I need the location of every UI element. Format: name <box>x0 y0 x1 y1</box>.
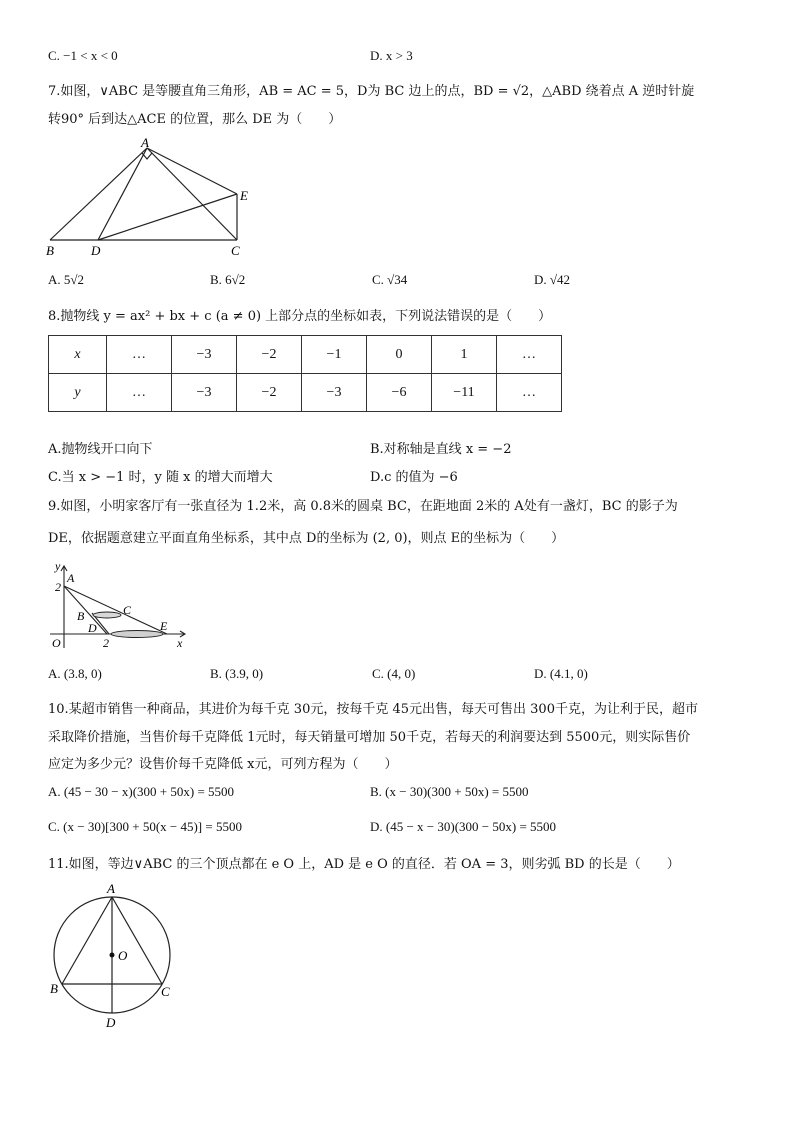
q7-label-b: B <box>46 243 54 258</box>
table-cell: 0 <box>367 336 432 374</box>
q9-label-b: B <box>77 609 85 623</box>
q8-option-a: A.抛物线开口向下 <box>48 442 153 457</box>
q7-stem-line1: 7.如图，∨ABC 是等腰直角三角形，AB = AC = 5，D为 BC 边上的点，BD = √2，△ABD 绕着点 A 逆时针旋 <box>48 84 695 99</box>
q9-option-c: C. (4, 0) <box>372 666 416 681</box>
q9-option-d: D. (4.1, 0) <box>534 666 588 681</box>
q7-option-c: C. √34 <box>372 272 408 287</box>
q7-segment-ac <box>147 148 237 240</box>
q7-option-b: B. 6√2 <box>210 272 246 287</box>
table-row-y <box>49 374 562 412</box>
q9-label-y: y <box>55 559 61 573</box>
table-header-y: y <box>49 374 107 412</box>
q9-stem-line1: 9.如图，小明家客厅有一张直径为 1.2米，高 0.8米的圆桌 BC，在距地面 2米的 A处有一盏灯，BC 的影子为 <box>48 499 678 514</box>
q9-label-a: A <box>67 571 75 585</box>
q6-option-c: C. −1 < x < 0 <box>48 48 118 63</box>
q9-label-d: D <box>88 621 97 635</box>
q9-label-x: x <box>177 636 183 650</box>
table-cell: 1 <box>432 336 497 374</box>
q9-label-e: E <box>160 619 168 633</box>
q7-segment-ab <box>50 148 147 240</box>
q7-stem-line2: 转90° 后到达△ACE 的位置，那么 DE 为（ ） <box>48 112 342 127</box>
q9-ray-ad <box>64 586 107 634</box>
q10-option-a: A. (45 − 30 − x)(300 + 50x) = 5500 <box>48 784 235 799</box>
q10-option-b: B. (x − 30)(300 + 50x) = 5500 <box>370 784 529 799</box>
q10-stem-line1: 10.某超市销售一种商品，其进价为每千克 30元，按每千克 45元出售，每天可售出 300千克，为让利于民，超市 <box>48 702 698 717</box>
q9-label-2y: 2 <box>55 580 61 594</box>
table-cell: … <box>497 336 562 374</box>
q11-center-dot <box>110 953 115 958</box>
q11-label-d: D <box>106 1015 116 1030</box>
q9-table-top <box>93 612 121 618</box>
table-cell: −11 <box>432 374 497 412</box>
q9-label-o: O <box>52 636 61 650</box>
q10-option-c: C. (x − 30)[300 + 50(x − 45)] = 5500 <box>48 819 242 834</box>
table-cell: −3 <box>172 374 237 412</box>
q7-right-angle-mark <box>142 153 152 159</box>
table-cell: −1 <box>302 336 367 374</box>
q7-label-e: E <box>240 188 248 203</box>
q10-option-d: D. (45 − x − 30)(300 − 50x) = 5500 <box>370 819 557 834</box>
q7-segment-ae <box>147 148 237 194</box>
q7-option-a: A. 5√2 <box>48 272 85 287</box>
q11-figure <box>45 880 185 1030</box>
q8-value-table <box>48 335 562 412</box>
q8-option-d: D.c 的值为 −6 <box>370 470 458 485</box>
table-cell: … <box>107 374 172 412</box>
q11-label-b: B <box>50 981 58 996</box>
q10-stem-line3: 应定为多少元？设售价每千克降低 x元，可列方程为（ ） <box>48 757 398 772</box>
q11-stem: 11.如图，等边∨ABC 的三个顶点都在 e O 上，AD 是 e O 的直径．若 OA = 3，则劣弧 BD 的长是（ ） <box>48 857 680 872</box>
table-header-x: x <box>49 336 107 374</box>
q8-option-b: B.对称轴是直线 x = −2 <box>370 442 512 457</box>
q9-option-a: A. (3.8, 0) <box>48 666 102 681</box>
table-cell: −3 <box>172 336 237 374</box>
table-cell: −3 <box>302 374 367 412</box>
q9-figure <box>45 558 195 653</box>
table-cell: −6 <box>367 374 432 412</box>
q9-option-b: B. (3.9, 0) <box>210 666 264 681</box>
q9-label-c: C <box>123 603 132 617</box>
table-row-x <box>49 336 562 374</box>
q11-segment-ac <box>112 897 162 984</box>
table-cell: … <box>497 374 562 412</box>
q11-segment-ab <box>62 897 112 984</box>
q11-label-c: C <box>161 984 170 999</box>
q7-option-d: D. √42 <box>534 272 571 287</box>
q8-stem: 8.抛物线 y = ax² + bx + c (a ≠ 0) 上部分点的坐标如表，下列说法错误的是（ ） <box>48 309 552 324</box>
q7-label-c: C <box>231 243 240 258</box>
q6-option-d: D. x > 3 <box>370 48 413 63</box>
table-cell: −2 <box>237 336 302 374</box>
q8-option-c: C.当 x > −1 时，y 随 x 的增大而增大 <box>48 470 273 485</box>
q11-label-o: O <box>118 948 128 963</box>
q7-label-d: D <box>91 243 101 258</box>
q9-stem-line2: DE，依据题意建立平面直角坐标系，其中点 D的坐标为 (2, 0)，则点 E的坐标为（ ） <box>48 531 565 546</box>
q7-label-a: A <box>141 135 149 150</box>
q9-label-2x: 2 <box>103 636 109 650</box>
q9-shadow-de <box>111 631 163 638</box>
table-cell: −2 <box>237 374 302 412</box>
q11-label-a: A <box>107 881 115 896</box>
q7-figure <box>40 135 270 260</box>
q10-stem-line2: 采取降价措施，当售价每千克降低 1元时，每天销量可增加 50千克，若每天的利润要达到 5500元，则实际售价 <box>48 730 691 745</box>
table-cell: … <box>107 336 172 374</box>
